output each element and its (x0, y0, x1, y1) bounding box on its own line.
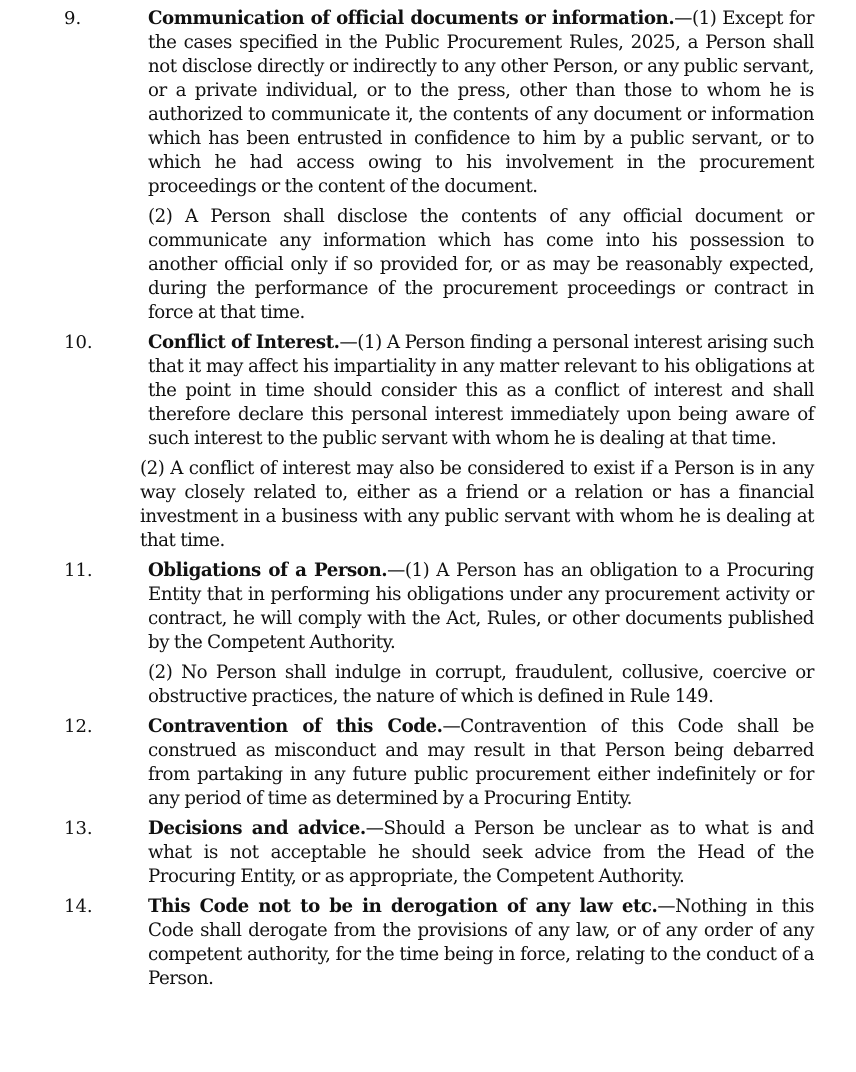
em-dash: — (339, 332, 358, 353)
paragraph-text: Nothing in this Code shall derogate from the provisions of any law, or of any order of any competent authority, for the time being in force, relating to the conduct of a Person. (148, 896, 814, 989)
em-dash: — (365, 818, 384, 839)
section-heading: This Code not to be in derogation of any law etc. (148, 896, 658, 917)
section-12 (0, 715, 856, 811)
em-dash: — (442, 716, 461, 737)
paragraph-text: (1) A Person finding a personal interest arising such that it may affect his impartiality in any matter relevant to his obligations at the point in time should consider this as a conflict of interest and shall therefore declare this personal interest immediately upon being aware of such interest to the public servant with whom he is dealing at that time. (148, 332, 815, 449)
paragraph-text: Should a Person be unclear as to what is and what is not acceptable he should seek advice from the Head of the Procuring Entity, or as appropriate, the Competent Authority. (148, 818, 814, 887)
section-paragraph-1 (148, 817, 814, 889)
section-number: 12. (64, 716, 93, 737)
em-dash: — (657, 896, 676, 917)
section-number: 10. (64, 332, 93, 353)
paragraph-text: (1) Except for the cases specified in the Public Procurement Rules, 2025, a Person shall not disclose directly or indirectly to any other Person, or any public servant, or a private individual, or to the press, other than those to whom he is authorized to communicate it, the contents of any document or information which has been entrusted in confidence to him by a public servant, or to which he had access owing to his involvement in the procurement proceedings or the content of the document. (148, 8, 814, 197)
section-paragraph-1 (148, 331, 814, 451)
section-11 (0, 559, 856, 709)
section-heading: Decisions and advice. (148, 818, 366, 839)
section-paragraph-1 (148, 715, 814, 811)
section-paragraph-2: (2) A Person shall disclose the contents of any official document or communicate any information which has come into his possession to another official only if so provided for, or as may be reasonably expected, during the performance of the procurement proceedings or contract in force at that time. (148, 206, 814, 323)
section-number: 9. (64, 8, 82, 29)
em-dash: — (387, 560, 405, 581)
section-number: 14. (64, 896, 93, 917)
section-14 (0, 895, 856, 991)
section-10 (0, 331, 856, 553)
section-heading: Communication of official documents or information. (148, 8, 675, 29)
section-number: 11. (64, 560, 93, 581)
section-heading: Contravention of this Code. (148, 716, 443, 737)
section-9 (0, 7, 856, 325)
section-heading: Conflict of Interest. (148, 332, 340, 353)
section-paragraph-2: (2) A conflict of interest may also be considered to exist if a Person is in any way closely related to, either as a friend or a relation or has a financial investment in a business with any public servant with whom he is dealing at that time. (140, 458, 814, 551)
paragraph-text: Contravention of this Code shall be construed as misconduct and may result in that Person being debarred from partaking in any future public procurement either indefinitely or for any period of time as determined by a Procuring Entity. (148, 716, 814, 809)
section-paragraph-2: (2) No Person shall indulge in corrupt, fraudulent, collusive, coercive or obstructive practices, the nature of which is defined in Rule 149. (148, 662, 814, 707)
section-paragraph-1 (148, 895, 814, 991)
paragraph-text: (1) A Person has an obligation to a Procuring Entity that in performing his obligations under any procurement activity or contract, he will comply with the Act, Rules, or other documents published by the Competent Authority. (148, 560, 814, 653)
section-paragraph-1 (148, 7, 814, 199)
section-heading: Obligations of a Person. (148, 560, 388, 581)
section-13 (0, 817, 856, 889)
section-paragraph-1 (148, 559, 814, 655)
section-number: 13. (64, 818, 93, 839)
em-dash: — (674, 8, 692, 29)
